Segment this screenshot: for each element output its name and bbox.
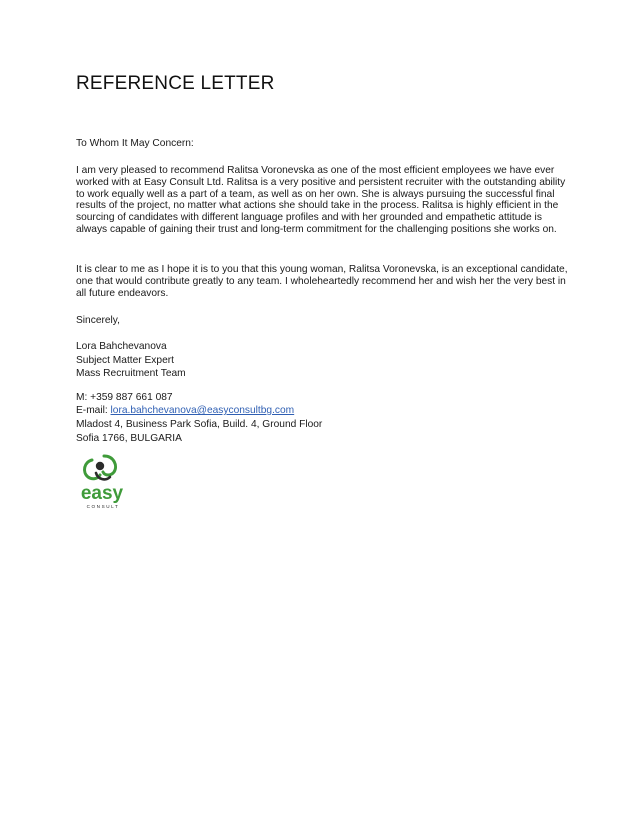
letter-title: REFERENCE LETTER (76, 73, 275, 94)
address-line-2: Sofia 1766, BULGARIA (76, 432, 182, 444)
signer-position: Subject Matter Expert (76, 354, 174, 366)
phone: M: +359 887 661 087 (76, 392, 173, 403)
address-block (76, 418, 322, 445)
salutation: To Whom It May Concern: (76, 138, 194, 149)
logo-subword: CONSULT (86, 504, 120, 509)
contact-block (76, 391, 173, 405)
email-line (76, 404, 294, 418)
signer-team: Mass Recruitment Team (76, 368, 186, 379)
email-link[interactable]: lora.bahchevanova@easyconsultbg.com (110, 405, 295, 416)
signature-block (76, 340, 186, 381)
signer-name: Lora Bahchevanova (76, 341, 167, 352)
email-label: E-mail: (76, 405, 111, 416)
easy-consult-logo (70, 450, 134, 512)
logo-word: easy (80, 483, 124, 504)
closing: Sincerely, (76, 315, 120, 326)
paragraph-1: I am very pleased to recommend Ralitsa Voronevska as one of the most efficient employees we have ever worked with at Easy Consult Ltd. Ralitsa is a very positive and persistent recruiter with the outstanding ability to work equally well as a part of a team, as well as on her own. She is always pursuing the successful final results of the project, no matter what actions she should take in the process. Ralitsa is highly efficient in the sourcing of candidates with different language profiles and with her grounded and empathetic attitude is always capable of gaining their trust and long-term commitment for the challenging positions she works on. (76, 165, 566, 235)
paragraph-2: It is clear to me as I hope it is to you that this young woman, Ralitsa Voronevska, is an exceptional candidate, one that would contribute greatly to any team. I wholeheartedly recommend her and wish her the very best in all future endeavors. (76, 264, 568, 299)
logo-emblem-icon (85, 456, 116, 479)
address-line-1: Mladost 4, Business Park Sofia, Build. 4, Ground Floor (76, 419, 323, 430)
